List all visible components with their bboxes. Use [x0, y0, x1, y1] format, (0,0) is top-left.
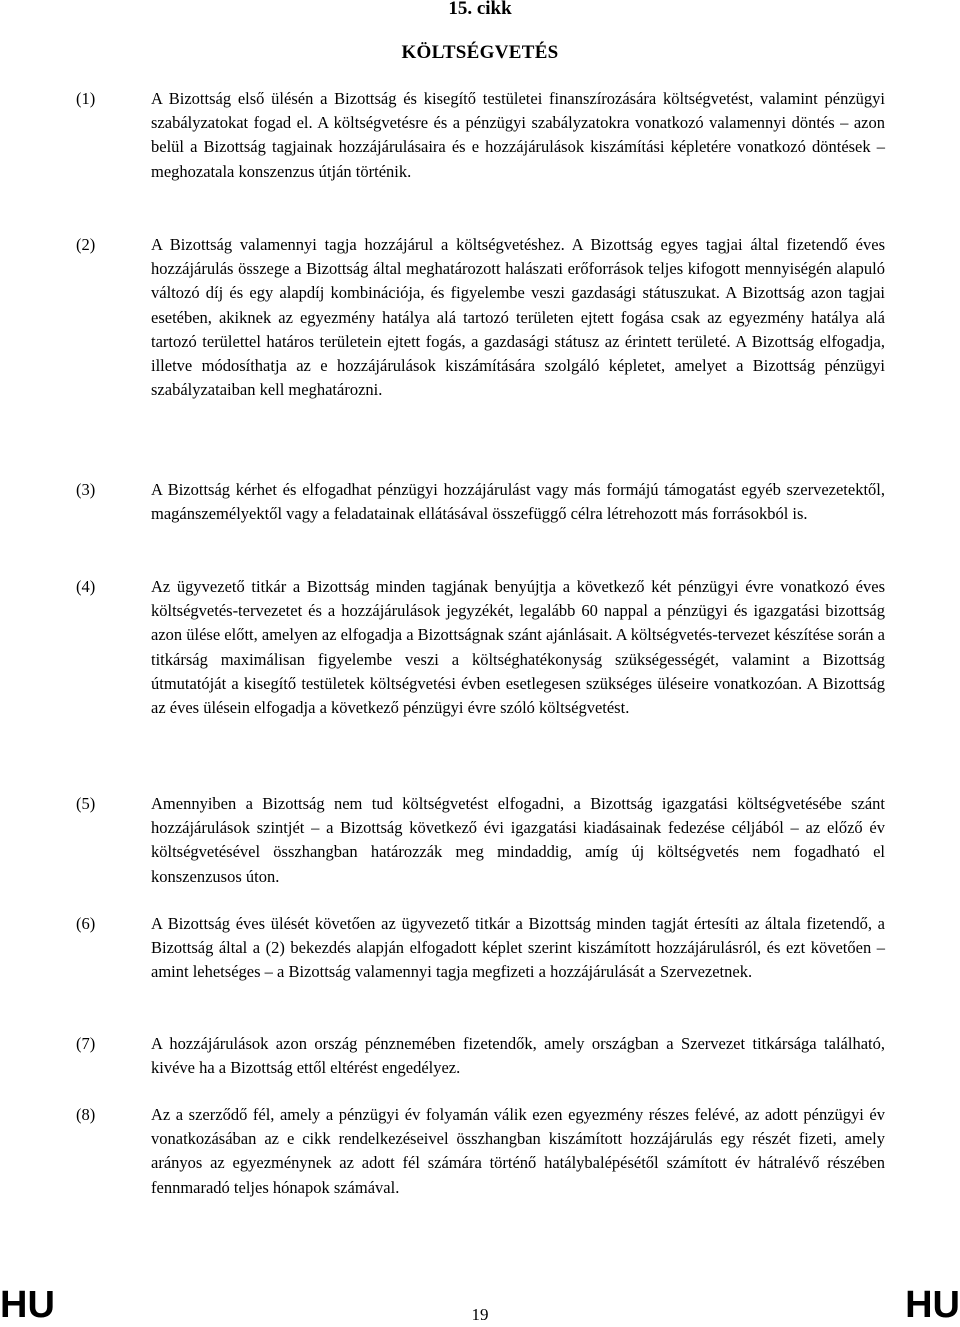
paragraph-text: A Bizottság éves ülését követően az ügyvezető titkár a Bizottság minden tagját értesíti az általa fizetendő, a Bizottság által a (2) bekezdés alapján elfogadott képlet szerint kiszámított hozzájárulásról, és ezt követően – amint lehetséges – a Bizottság valamennyi tagja megfizeti a hozzájárulását a Szervezetnek. — [151, 914, 885, 982]
footer-language-code-left: HU — [0, 1284, 55, 1326]
paragraph-number: (4) — [76, 577, 96, 596]
paragraph-number: (1) — [76, 89, 96, 108]
paragraph-number: (8) — [76, 1105, 96, 1124]
paragraph-text: Az ügyvezető titkár a Bizottság minden tagjának benyújtja a következő két pénzügyi évre vonatkozó éves költségvetés-tervezetet és a hozzájárulások jegyzékét, legalább 60 nappal a pénzügyi és igazgatási bizottság azon ülése előtt, amelyen az elfogadja a Bizottságnak szánt ajánlásait. A költségvetés-tervezet készítése során a titkárság maximálisan figyelembe veszi a költséghatékonyság szükségességét, valamint a Bizottság útmutatóját a kisegítő testületek költségvetési évben esetlegesen szükséges üléseire vonatkozóan. A Bizottság az éves ülésein elfogadja a következő pénzügyi évre szóló költségvetést. — [151, 577, 885, 718]
paragraph-number: (6) — [76, 914, 96, 933]
article-title: KÖLTSÉGVETÉS — [401, 42, 559, 63]
paragraph-text: Az a szerződő fél, amely a pénzügyi év folyamán válik ezen egyezmény részes felévé, az adott pénzügyi év vonatkozásában az e cikk rendelkezéseivel összhangban kiszámított hozzájárulás egy részét fizeti, amely arányos az egyezménynek az adott fél számára történő hatálybalépésétől számított év hátralévő részében fennmaradó teljes hónapok számával. — [151, 1105, 885, 1197]
paragraph-number: (5) — [76, 794, 96, 813]
paragraph-text: Amennyiben a Bizottság nem tud költségvetést elfogadni, a Bizottság igazgatási költségvetésébe szánt hozzájárulások szintjét – a Bizottság következő évi igazgatási kiadásainak fedezése céljából – az előző év költségvetésével összhangban határozzák meg mindaddig, amíg új költségvetés nem fogadható el konszenzusos úton. — [151, 794, 885, 886]
paragraph-number: (7) — [76, 1034, 96, 1053]
page-number: 19 — [471, 1305, 489, 1324]
paragraph-number: (3) — [76, 480, 96, 499]
paragraph-text: A Bizottság kérhet és elfogadhat pénzügyi hozzájárulást vagy más formájú támogatást egyéb szervezetektől, magánszemélyektől vagy a feladatainak ellátásával összefüggő célra létrehozott más forrásokból is. — [151, 480, 885, 524]
paragraph-text: A Bizottság első ülésén a Bizottság és kisegítő testületei finanszírozására költségvetést, valamint pénzügyi szabályzatokat fogad el. A költségvetésre és a pénzügyi szabályzatokra vonatkozó valamennyi döntés – azon belül a Bizottság tagjainak hozzájárulásaira és e hozzájárulások kiszámítási képletére vonatkozó döntések – meghozatala konszenzus útján történik. — [151, 89, 885, 181]
paragraph-text: A hozzájárulások azon ország pénznemében fizetendők, amely országban a Szervezet titkársága található, kivéve ha a Bizottság ettől eltérést engedélyez. — [151, 1034, 885, 1078]
paragraph-number: (2) — [76, 235, 96, 254]
footer-language-code-right: HU — [905, 1284, 960, 1326]
article-number: 15. cikk — [448, 0, 512, 19]
paragraph-text: A Bizottság valamennyi tagja hozzájárul a költségvetéshez. A Bizottság egyes tagjai által fizetendő éves hozzájárulás összege a Bizottság által meghatározott halászati erőforrások teljes kifogott mennyiségén alapuló változó díj és egy alapdíj kombinációja, és figyelembe veszi gazdasági státuszukat. A Bizottság azon tagjai esetében, akiknek az egyezmény hatálya alá tartozó területen ejtett fogása csak az egyezmény hatálya alá tartozó területtel határos területein ejtett fogás, a gazdasági státusz az érintett területé. A Bizottság elfogadja, illetve módosíthatja az e hozzájárulások kiszámítására szolgáló képletet, amelyet a Bizottság pénzügyi szabályzataiban kell meghatározni. — [151, 235, 885, 400]
